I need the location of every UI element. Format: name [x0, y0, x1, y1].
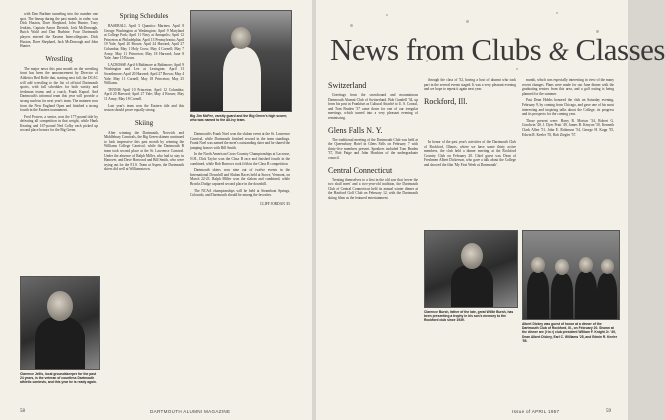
col2-more-text: Last year's team won the Eastern title and this season should prove equally strong. — [104, 103, 184, 113]
masthead-classes: Classes — [575, 32, 665, 67]
left-page — [0, 0, 312, 420]
masthead-ampersand: & — [548, 37, 569, 66]
switzerland-text: Greetings from the snowbound and mountainous Dartmouth Alumni Club of Switzerland. Bob Gundell '34, up from his post in Frankfurt as Cultural Attaché to U. S. Consul, and Tom Braden '37 came down for one of our irregular meetings, which turned into a very pleasant evening of reminiscing. — [328, 93, 418, 120]
right-page — [316, 0, 665, 420]
decor-dot — [516, 68, 518, 70]
left-page-footer: DARTMOUTH ALUMNI MAGAZINE — [150, 409, 231, 414]
central-connecticut-text: Treating themselves to a first in the old saw that 'never the two shall meet' and a two-year-old tradition, the Dartmouth Club of Central Connecticut held its annual winter dinner at the Hartford Golf Club on February 12, with the Dartmouth skiing films as the featured entertainment. — [328, 177, 418, 200]
photo-face-4 — [601, 259, 614, 274]
right-col-2b — [424, 140, 516, 226]
photo-figure — [35, 317, 85, 369]
decor-dot — [466, 20, 469, 23]
baseball-schedule: BASEBALL April 5 Quantico Marines; April 8 George Washington at Washington; April 9 Maryland at College Park; April 11 Navy at Annapolis; April 12 Princeton at Philadelphia; April 13 Pennsylvania; April 19 Yale; April 20 Brown; April 24 Harvard; April 27 Columbia; May 1 Holy Cross; May 4 Cornell; May 7 Army; May 11 Princeton; May 18 Harvard; June 8 Yale; June 15 Brown. — [104, 24, 184, 61]
wrestling-text: The major news this past month on the wrestling front has been the announcement by Director of Athletics Red Rolfe that, starting next fall, the DCAC will add wrestling to the list of official Dartmouth sports, with full schedules for both varsity and freshman teams and a coach, Frank Kapral. And Dartmouth's informal team this year will provide a strong nucleus for next year's team. The matmen won from the New England Open and finished a strong fourth in the Eastern tournament. — [20, 66, 98, 113]
bursh-photo — [424, 230, 518, 308]
switzerland-heading: Switzerland — [328, 81, 367, 90]
left-col-2 — [104, 12, 184, 404]
left-col-3 — [190, 132, 290, 404]
tennis-schedule: TENNIS April 10 Princeton; April 12 Columbia; April 20 Harvard; April 27 Yale; May 4 Brown; May 11 Army; May 18 Cornell. — [104, 87, 184, 101]
right-col-1 — [328, 78, 418, 404]
decor-dot — [350, 24, 353, 27]
photo-face-2 — [555, 259, 569, 275]
photo-figure-4 — [597, 273, 617, 319]
central-connecticut-heading: Central Connecticut — [328, 165, 393, 175]
rockford-heading: Rockford, Ill. — [424, 96, 468, 106]
skiing-continued: Dartmouth's Frank Noel won the slalom event at the St. Lawrence Carnival, while Dartmouth finished second in the team standings. Frank Noel was named the meet's outstanding skier and he shared the jumping honors with Bill Smith. — [190, 132, 290, 150]
right-col-2 — [424, 78, 516, 138]
wrestling-heading: Wrestling — [45, 54, 73, 63]
masthead — [330, 32, 665, 68]
groundskeeper-caption: Clarence Jellis, local groundskeeper for the past 24 years, is the veteran of countless Dartmouth athletic contests, and this year he is ready again. — [20, 372, 97, 385]
ncaa-text: The NCAA championships will be held at Steamboat Springs, Colorado, and Dartmouth should be among the favorites. — [190, 188, 290, 198]
right-col3-text-2: Past Dean Hobbs honored the club on Saturday evening, February 9, by coming from Chicago, and gave one of his most interesting and inspiring talks about the College, its progress and its prospects for the coming year. — [522, 98, 614, 117]
right-col3-text: month, which was especially interesting in view of the many recent changes. Plans were made for our June dinner with the graduating seniors from this area, and a golf outing is being planned for the summer. — [522, 78, 614, 96]
right-col2-top: through the class of '52, having a host of alumni who took part in the several events staged. It was a very pleasant evening and we hope to repeat it again next year. — [424, 78, 516, 92]
player-figure — [223, 47, 261, 111]
right-page-number: 59 — [606, 409, 611, 414]
photo-figure — [451, 265, 493, 307]
photo-figure-1 — [527, 271, 549, 319]
bursh-caption: Clarence Bursh, father of the late, great Willie Bursh, has been presenting a trophy in his son's memory to the Rockford club since 1939. — [424, 310, 514, 323]
masthead-news: News from Clubs — [330, 32, 542, 67]
byline: CLIFF JORDAN '45 — [259, 201, 290, 206]
player-head — [231, 27, 251, 49]
glens-falls-heading: Glens Falls N. Y. — [328, 125, 383, 135]
skiing-heading: Skiing — [134, 118, 154, 127]
glens-falls-text: The traditional meeting of the Dartmouth Club was held at the Queensbury Hotel in Glens Falls on February 7 with thirty-five members present. Speakers included Tom Braden '37, Bob Paige and John Hawkins of the undergraduate council. — [328, 137, 418, 160]
wrestling-text-2: Fred Powers, a senior, won the 177-pound title by defeating all competition in that weight, while Hank Keating and 167-pound Ned Colby each picked up second place honors for the Big Green. — [20, 114, 98, 133]
rockford-dinner-caption: Albert Dickey was guest of honor at a dinner of the Dartmouth Club of Rockford, Ill., on February 20. Shown at the dinner are (l to r) club president William F. Knight Jr. '49, Dean Albert Dickey, Earl C. Williams '25, and Edwin R. Keeler '55. — [522, 322, 618, 343]
spring-schedules-heading: Spring Schedules — [119, 12, 169, 20]
photo-figure-3 — [575, 271, 597, 319]
rockford-text: In honor of the past year's activities of the Dartmouth Club of Rockford, Illinois, where we have some thirty active members, the club held a dinner meeting at the Rockford Country Club on February 20. Chief guest was Dean of Freshmen Albert Dickerson, who gave a talk about the College and showed the film 'My First Week at Dartmouth'. — [424, 140, 516, 167]
photo-face-3 — [579, 257, 593, 273]
photo-face-1 — [531, 257, 545, 273]
lacrosse-schedule: LACROSSE April 6 Baltimore at Baltimore; April 9 Washington and Lee at Lexington; April 13 Swarthmore; April 20 Harvard; April 27 Brown; May 4 Yale; May 11 Cornell; May 18 Princeton; May 25 Williams. — [104, 62, 184, 86]
right-col-3 — [522, 78, 614, 226]
photo-figure-2 — [551, 273, 573, 319]
basketball-player-photo — [190, 10, 292, 112]
downhill-text: Dartmouth skiers won nine out of twelve events in the International Downhill and Slalom Races held at Stowe, Vermont, on March 22-23. Ralph Miller won the slalom and combined, while Brooks Dodge captured second place in the downhill. — [190, 168, 290, 186]
left-page-number: 58 — [20, 409, 25, 414]
groundskeeper-photo — [20, 276, 100, 370]
golf-text: with Dan Burbine tunneling into the number one spot. The lineup during the past month, in order, was Dick Huston, Dave Shephard, John Hunter, Tony Jenkins, Captain Aaron Dietrich, Jack McDonough, Butch Wald and Dan Burbine. Four Dartmouth players entered the Eastern Intercollegiates. Dick Huston, Dave Shephard, Jack McDonough and John Hunter. — [20, 12, 98, 49]
player-caption: Big Jim McFee, varsity guard and the Big Green's high scorer, who was named to the All-Ivy team. — [190, 114, 288, 123]
decor-dot — [386, 14, 388, 16]
right-page-footer: Issue of APRIL 1957 — [512, 409, 560, 414]
decor-dot — [556, 12, 558, 14]
photo-face — [461, 243, 483, 269]
right-col3-text-3: Those present were: Harry R. Morton '34, Robert G. Goodwin '40, J. Dyer Pratt '49, James B. Kenyon '50, Kenneth Clark Allen '51, John E. Robinson '54, George H. Kopp '55, Edwin R. Keeler '55, Bob Ziegler '57. — [522, 118, 614, 137]
cross-country-text: In the North American Cross-Country Championships at Lacrosse, N.H., Dick Taylor won the Class B race and finished fourth in the combined, while Bob Burrows took fifth in the Class B competition. — [190, 152, 290, 166]
photo-face — [47, 291, 73, 321]
rockford-dinner-photo — [522, 230, 620, 320]
skiing-text: After winning the Dartmouth, Norwich and Middlebury Carnivals, the Big Green skimen continued to look impressive this past month by winning the Williams College Carnival, while the Dartmouth B team took second place at the St. Lawrence Carnival. Under the absence of Ralph Miller, who had to stay in Hanover, and Dave Harwood and Bill Smith, who were trying out for the F.I.S. Team at Aspen, the Dartmouth skiers did well at Williamstown. — [104, 130, 184, 172]
